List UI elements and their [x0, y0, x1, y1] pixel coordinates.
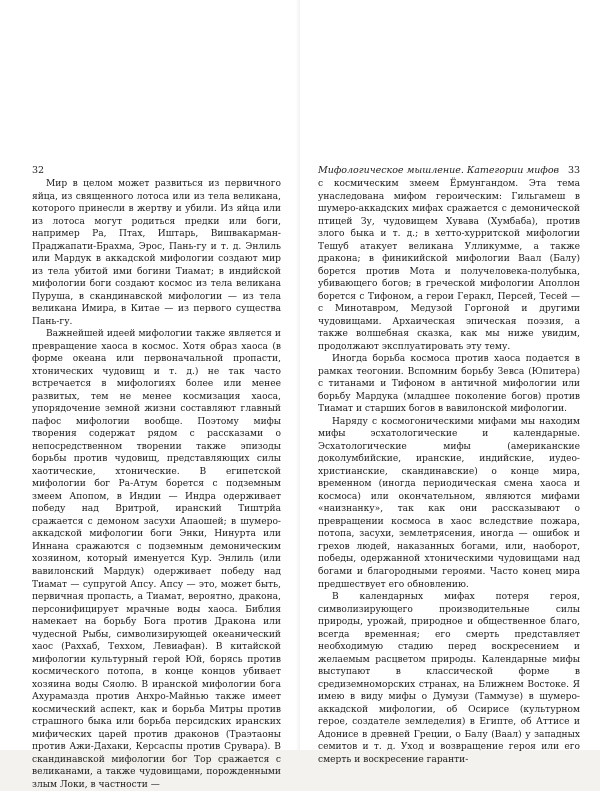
- right-page-number: 33: [568, 165, 581, 176]
- left-page-body: [32, 178, 281, 791]
- right-paragraph-3: Наряду с космогоническими мифами мы находим мифы эсхатологические и календарные. Эсхатологические мифы (американские доколумбийские, иранские, индийские, иудео-христианские, скандинавские) о конце мира, временном (иногда периодическая смена хаоса и космоса) или окончательном, являются мифами «наизнанку», так как они рассказывают о превращении космоса в хаос вследствие пожара, потопа, засухи, землетрясения, иногда — ошибок и грехов людей, наказанных богами, или, наоборот, победы, одержанной хтоническими чудовищами над богами и благородными героями. Часто конец мира предшествует его обновлению.: [318, 416, 580, 590]
- left-paragraph-1: Мир в целом может развиться из первичного яйца, из священного лотоса или из тела великана, которого принесли в жертву и убили. Из яйца или из лотоса могут родиться предки или боги, например Ра, Птах, Иштарь, Вишвакарман-Праджапати-Брахма, Эрос, Пань-гу и т. д. Энлиль или Мардук в аккадской мифологии создают мир из тела убитой ими богини Тиамат; в индийской мифологии боги создают космос из тела великана Пуруша, в скандинавской мифологии — из тела великана Имира, в Китае — из первого существа Пань-гу.: [32, 179, 281, 327]
- left-paragraph-2: Важнейшей идеей мифологии также является и превращение хаоса в космос. Хотя образ хаоса (в форме океана или первоначальной пропасти, хтонических чудовищ и т. д.) не так часто встречается в мифологиях более или менее развитых, тем не менее космизация хаоса, упорядочение земной жизни составляют главный пафос мифологии вообще. Поэтому мифы творения содержат рядом с рассказами о непосредственном творении также эпизоды борьбы против чудовищ, представляющих силы хаотические, хтонические. В египетской мифологии бог Ра-Атум борется с подземным змеем Апопом, в Индии — Индра одерживает победу над Вритрой, иранский Тиштрйа сражается с демоном засухи Апаошей; в шумеро-аккадской мифологии боги Энки, Нинурта или Иннана сражаются с подземным демоническим хозяином, который именуется Кур. Энлиль (или вавилонский Мардук) одерживает победу над Тиамат — супругой Апсу. Апсу — это, может быть, первичная пропасть, а Тиамат, вероятно, дракона, персонифицирует мрачные воды хаоса. Библия намекает на борьбу Бога против Дракона или чудесной Рыбы, символизирующей океанический хаос (Раххаб, Теххом, Левиафан). В китайской мифологии культурный герой Юй, борясь против космического потопа, в конце концов убивает хозяина воды Сяолю. В иранской мифологии бога Ахурамазда против Анхро-Майнью также имеет космический аспект, как и борьба Митры против страшного быка или борьба персидских иранских мифических царей против драконов (Траэтаоны против Ажи-Дахаки, Керсаспы против Срувара). В скандинавской мифологии бог Тор сражается с великанами, а также чудовищами, порожденными злым Локи, в частности —: [32, 329, 281, 790]
- right-paragraph-1: с космическим змеем Ёрмунгандом. Эта тема унаследована мифом героическим: Гильгамеш в шумеро-аккадских мифах сражается с демонической птицей Зу, чудовищем Хувава (Хумбаба), против злого быка и т. д.; в хетто-хурритской мифологии Тешуб атакует великана Улликумме, а также дракона; в финикийской мифологии Ваал (Балу) борется против Мота и получеловека-полубыка, убивающего богов; в греческой мифологии Аполлон борется с Тифоном, а герои Геракл, Персей, Тесей — с Минотавром, Медузой Горгоной и другими чудовищами. Архаическая эпическая поэзия, а также волшебная сказка, как мы ниже увидим, продолжают эксплуатировать эту тему.: [318, 179, 580, 352]
- running-head: Мифологическое мышление. Категории мифов: [318, 165, 560, 176]
- left-page-number: 32: [32, 165, 45, 176]
- right-page: [300, 0, 600, 765]
- right-paragraph-4: В календарных мифах потеря героя, символизирующего производительные силы природы, урожай, природное и общественное благо, всегда временная; его смерть представляет необходимую стадию перед воскресением и желаемым расцветом природы. Календарные мифы выступают в классической форме в средиземноморских странах, на Ближнем Востоке. Я имею в виду мифы о Думузи (Таммузе) в шумеро-аккадской мифологии, об Осирисе (культурном герое, создателе земледелия) в Египте, об Аттисе и Адонисе в древней Греции, о Балу (Ваал) у западных семитов и т. д. Уход и возвращение героя или его смерть и воскресение гаранти-: [318, 592, 580, 765]
- right-page-body: [318, 178, 580, 766]
- right-paragraph-2: Иногда борьба космоса против хаоса подается в рамках теогонии. Вспомним борьбу Зевса (Юпитера) с титанами и Тифоном в античной мифологии или борьбу Мардука (младшее поколение богов) против Тиамат и старших богов в вавилонской мифологии.: [318, 354, 580, 415]
- left-page: [0, 0, 300, 790]
